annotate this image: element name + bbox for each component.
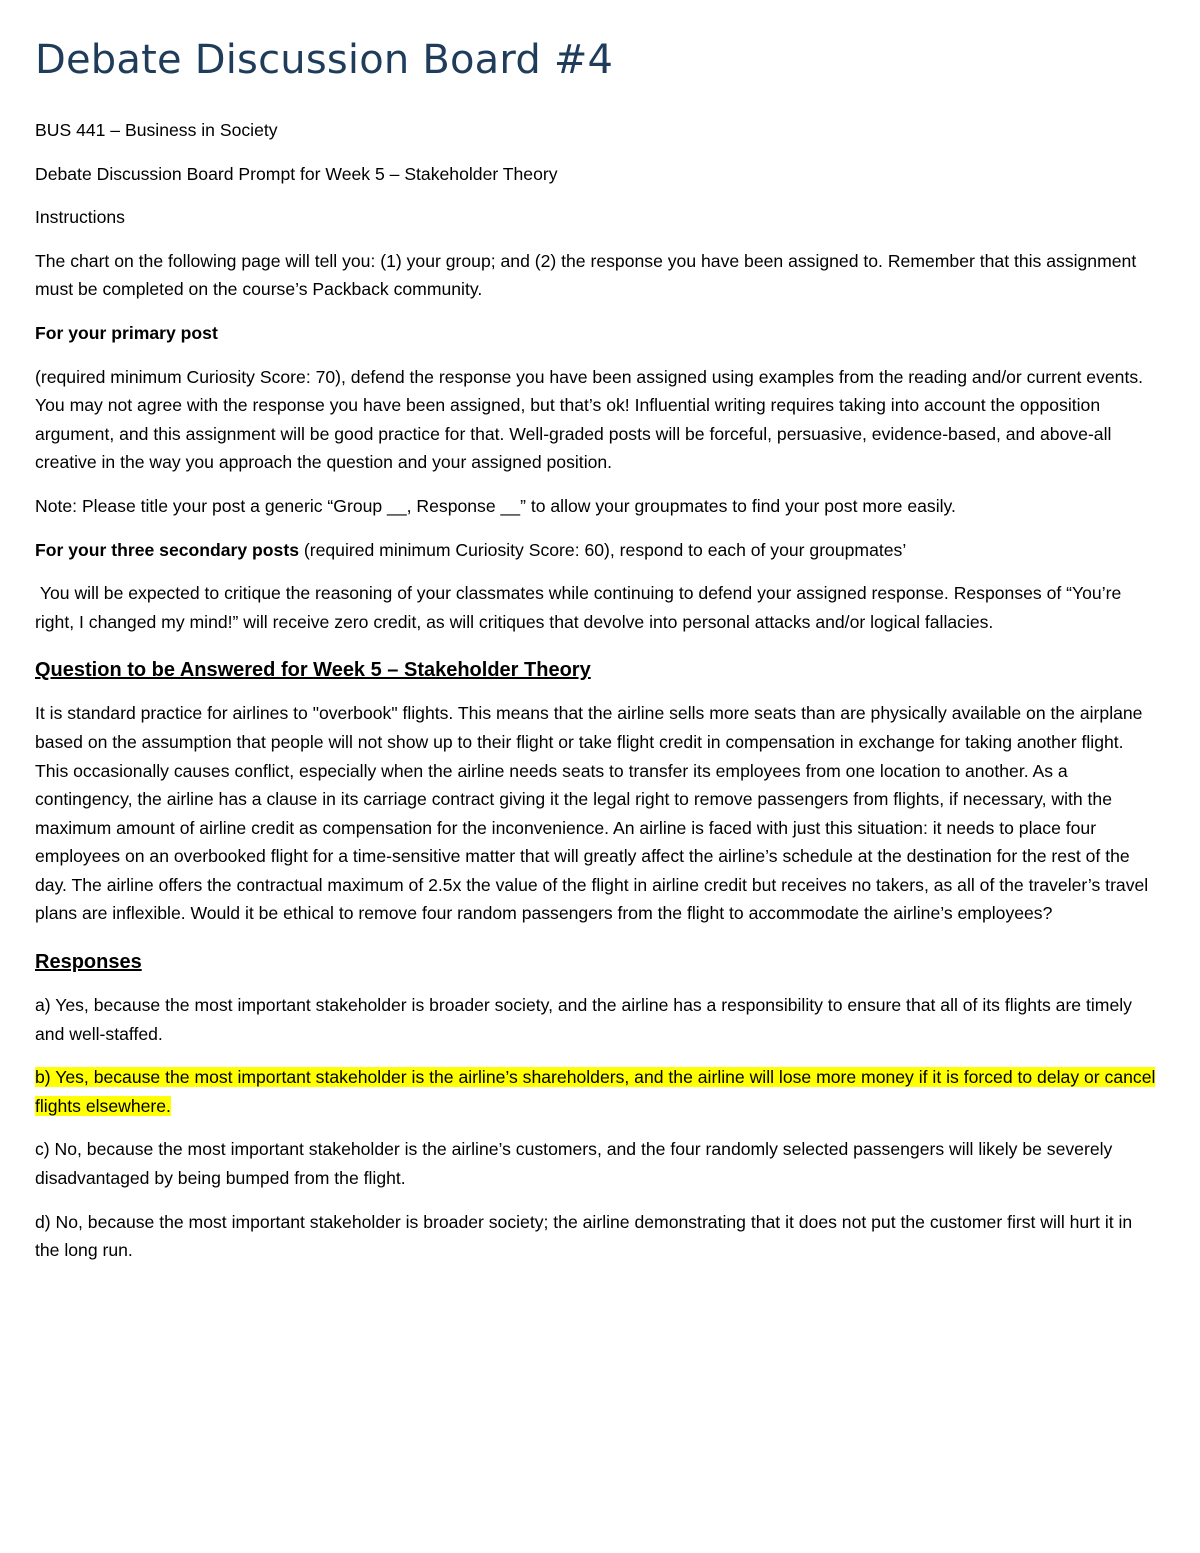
- secondary-expectation-text: You will be expected to critique the reasoning of your classmates while continuing to defend your assigned response. Responses of “You’re right, I changed my mind!” will receive zero credit, as will critiques that devolve into personal attacks and/or logical fallacies.: [35, 583, 1127, 632]
- response-a-text: a) Yes, because the most important stakeholder is broader society, and the airline has a responsibility to ensure that all of its flights are timely and well-staffed.: [35, 995, 1132, 1044]
- response-item: [35, 1135, 1160, 1192]
- secondary-post-text: (required minimum Curiosity Score: 60), respond to each of your groupmates’: [298, 539, 907, 560]
- instructions-text: The chart on the following page will tell you: (1) your group; and (2) the response you have been assigned to. Remember that this assignment must be completed on the course’s Packback community.: [35, 250, 1137, 300]
- primary-post-text: (required minimum Curiosity Score: 70), defend the response you have been assigned using examples from the reading and/or current events. You may not agree with the response you have been assigned, but that’s ok! Influential writing requires taking into account the opposition argument, and this assignment will be good practice for that. Well-graded posts will be forceful, persuasive, evidence-based, and above-all creative in the way you approach the question and your assigned position.: [35, 366, 1144, 473]
- response-b-highlighted-text: b) Yes, because the most important stakeholder is the airline’s shareholders, and the airline will lose more money if it is forced to delay or cancel flights elsewhere.: [35, 1067, 1156, 1116]
- instructions-label: Instructions: [35, 207, 125, 228]
- response-item: [35, 1063, 1160, 1120]
- document-page: [35, 32, 1160, 1280]
- response-item: [35, 991, 1160, 1048]
- secondary-post-paragraph: [35, 536, 1160, 565]
- document-title: Debate Discussion Board #4: [35, 37, 614, 83]
- responses-heading: Responses: [35, 951, 142, 974]
- secondary-post-heading: For your three secondary posts: [35, 539, 299, 560]
- response-c-text: c) No, because the most important stakeholder is the airline’s customers, and the four randomly selected passengers will likely be severely disadvantaged by being bumped from the flight.: [35, 1139, 1113, 1189]
- response-d-text: d) No, because the most important stakeholder is broader society; the airline demonstrating that it does not put the customer first will hurt it in the long run.: [35, 1211, 1133, 1261]
- question-heading: Question to be Answered for Week 5 – Stakeholder Theory: [35, 659, 591, 682]
- prompt-line: Debate Discussion Board Prompt for Week 5 – Stakeholder Theory: [35, 163, 558, 184]
- question-text: It is standard practice for airlines to "overbook" flights. This means that the airline sells more seats than are physically available on the airplane based on the assumption that people will not show up to their flight or take flight credit in compensation in exchange for taking another flight. This occasionally causes conflict, especially when the airline needs seats to transfer its employees from one location to another. As a contingency, the airline has a clause in its carriage contract giving it the legal right to remove passengers from flights, if necessary, with the maximum amount of airline credit as compensation for the inconvenience. An airline is faced with just this situation: it needs to place four employees on an overbooked flight for a time-sensitive matter that will greatly affect the airline’s schedule at the destination for the rest of the day. The airline offers the contractual maximum of 2.5x the value of the flight in airline credit but receives no takers, as all of the traveler’s travel plans are inflexible. Would it be ethical to remove four random passengers from the flight to accommodate the airline’s employees?: [35, 703, 1149, 924]
- primary-post-heading: For your primary post: [35, 322, 218, 343]
- course-line: BUS 441 – Business in Society: [35, 120, 278, 140]
- response-item: [35, 1208, 1160, 1265]
- note-text: Note: Please title your post a generic “Group __, Response __” to allow your groupmates to find your post more easily.: [35, 495, 956, 516]
